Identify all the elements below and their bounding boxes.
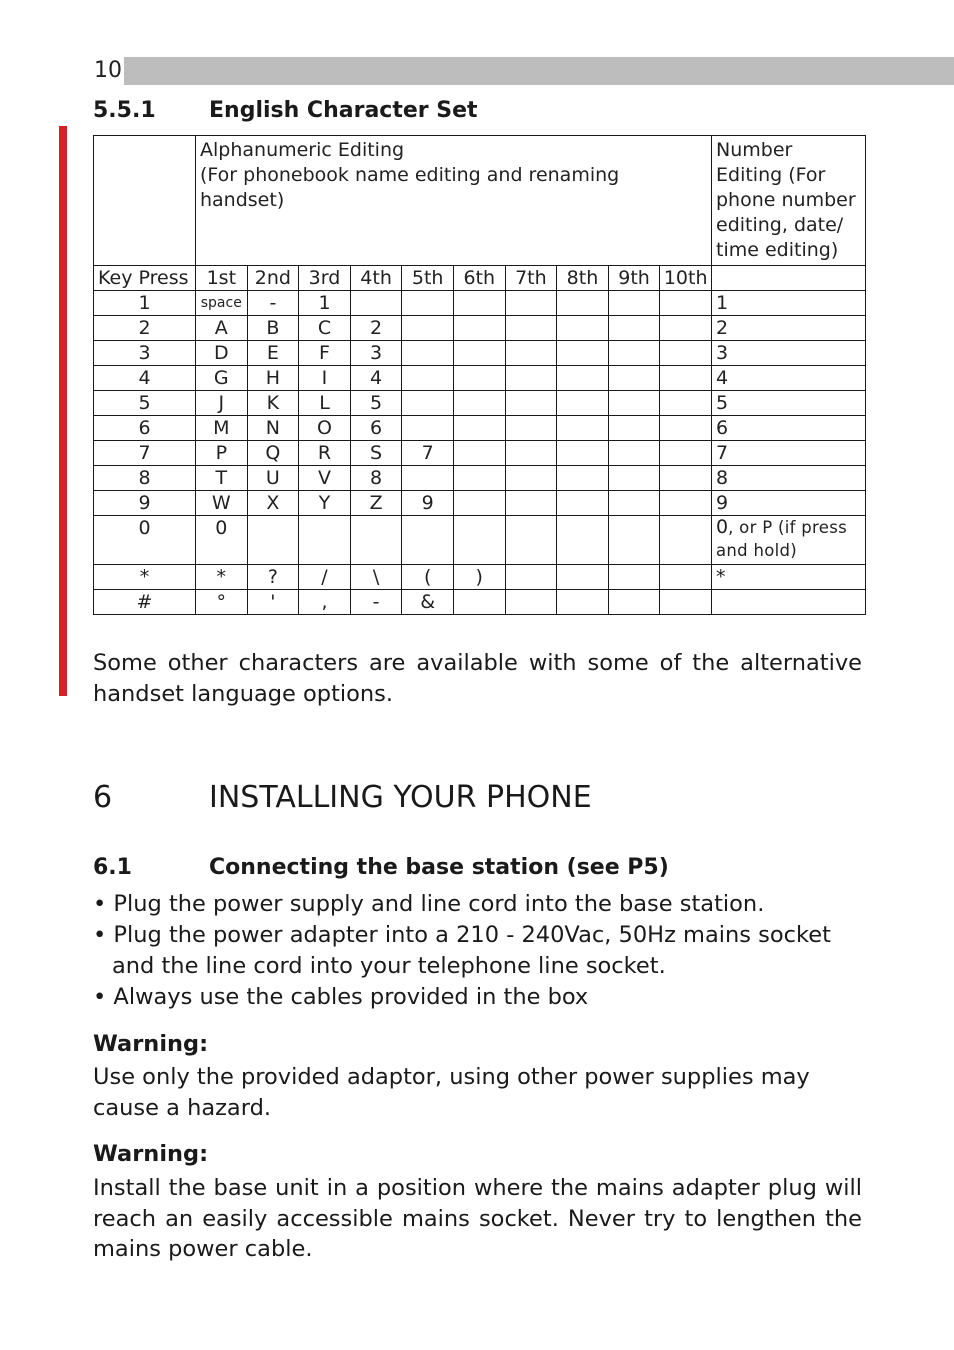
number-editing-cell: 2	[712, 316, 866, 341]
number-editing-cell: 5	[712, 391, 866, 416]
number-value: 0	[716, 516, 729, 538]
number-editing-cell: 1	[712, 291, 866, 316]
section-number: 6.1	[93, 855, 132, 880]
table-header-row	[94, 136, 866, 266]
key-cell: 3	[94, 341, 196, 366]
char-cell	[608, 516, 660, 565]
char-cell: T	[196, 466, 248, 491]
number-editing-cell	[712, 590, 866, 615]
char-cell	[453, 291, 505, 316]
char-cell	[402, 341, 454, 366]
warning-text: Use only the provided adaptor, using other power supplies may cause a hazard.	[93, 1064, 810, 1121]
char-cell: '	[247, 590, 299, 615]
chapter-title: INSTALLING YOUR PHONE	[209, 780, 592, 815]
char-cell: 5	[350, 391, 402, 416]
number-editing-cell: 3	[712, 341, 866, 366]
key-cell: 9	[94, 491, 196, 516]
number-editing-cell: 6	[712, 416, 866, 441]
char-cell: ?	[247, 565, 299, 590]
char-cell	[660, 366, 712, 391]
section-heading-6-1	[93, 855, 669, 880]
char-cell	[505, 491, 557, 516]
key-cell: *	[94, 565, 196, 590]
char-cell: 2	[350, 316, 402, 341]
char-cell	[557, 491, 609, 516]
char-cell	[402, 366, 454, 391]
char-cell	[557, 366, 609, 391]
key-cell: 1	[94, 291, 196, 316]
number-editing-cell: 9	[712, 491, 866, 516]
number-column-blank	[712, 266, 866, 291]
list-item: • Always use the cables provided in the box	[93, 984, 589, 1010]
char-cell: J	[196, 391, 248, 416]
char-cell: (	[402, 565, 454, 590]
char-cell: R	[299, 441, 351, 466]
char-cell	[608, 441, 660, 466]
table-row	[94, 565, 866, 590]
char-cell	[299, 516, 351, 565]
key-cell: 2	[94, 316, 196, 341]
char-cell	[402, 391, 454, 416]
char-cell	[660, 316, 712, 341]
char-cell: X	[247, 491, 299, 516]
char-cell	[557, 441, 609, 466]
char-cell: L	[299, 391, 351, 416]
key-cell: 7	[94, 441, 196, 466]
key-press-label: Key Press	[94, 266, 196, 291]
char-cell: I	[299, 366, 351, 391]
char-cell	[247, 516, 299, 565]
char-cell	[608, 316, 660, 341]
char-cell	[505, 391, 557, 416]
position-header-10th: 10th	[660, 266, 712, 291]
table-row	[94, 341, 866, 366]
char-cell	[557, 590, 609, 615]
char-cell: /	[299, 565, 351, 590]
table-row	[94, 291, 866, 316]
table-row	[94, 366, 866, 391]
char-cell	[453, 366, 505, 391]
char-cell	[557, 416, 609, 441]
char-cell	[350, 516, 402, 565]
number-note: , or P (if press and hold)	[716, 518, 848, 560]
position-header-2nd: 2nd	[247, 266, 299, 291]
char-cell	[608, 366, 660, 391]
char-cell	[505, 565, 557, 590]
char-cell	[660, 291, 712, 316]
char-cell: N	[247, 416, 299, 441]
chapter-heading	[93, 780, 592, 815]
char-cell	[608, 565, 660, 590]
char-cell	[608, 341, 660, 366]
section-marker-bar	[59, 126, 67, 696]
key-cell: 0	[94, 516, 196, 565]
char-cell	[660, 565, 712, 590]
char-cell	[505, 291, 557, 316]
char-cell: H	[247, 366, 299, 391]
char-cell: B	[247, 316, 299, 341]
char-cell	[505, 466, 557, 491]
warning-text: Install the base unit in a position where the mains adapter plug will reach an easily accessible mains socket. Never try to lengthen the mains power cable.	[93, 1175, 862, 1262]
char-cell: O	[299, 416, 351, 441]
char-cell	[505, 416, 557, 441]
char-cell	[660, 416, 712, 441]
char-cell	[557, 291, 609, 316]
key-cell: 4	[94, 366, 196, 391]
position-header-5th: 5th	[402, 266, 454, 291]
other-characters-note: Some other characters are available with some of the alternative handset language options.	[93, 650, 862, 707]
table-row	[94, 416, 866, 441]
char-cell	[505, 341, 557, 366]
char-cell	[505, 316, 557, 341]
position-header-8th: 8th	[557, 266, 609, 291]
char-cell: E	[247, 341, 299, 366]
number-editing-cell: 8	[712, 466, 866, 491]
key-cell: 6	[94, 416, 196, 441]
char-cell: P	[196, 441, 248, 466]
char-cell: S	[350, 441, 402, 466]
char-cell	[608, 391, 660, 416]
position-header-1st: 1st	[196, 266, 248, 291]
char-cell	[453, 341, 505, 366]
char-cell: 1	[299, 291, 351, 316]
alphanumeric-header-text: Alphanumeric Editing (For phonebook name editing and renaming handset)	[200, 139, 620, 211]
table-row	[94, 590, 866, 615]
char-cell: space	[196, 291, 248, 316]
char-cell	[453, 441, 505, 466]
char-cell	[557, 516, 609, 565]
char-cell	[608, 416, 660, 441]
char-cell	[402, 466, 454, 491]
char-cell	[608, 590, 660, 615]
warning-title: Warning:	[93, 1141, 209, 1167]
char-cell	[350, 291, 402, 316]
position-header-7th: 7th	[505, 266, 557, 291]
char-cell	[660, 466, 712, 491]
char-cell	[660, 590, 712, 615]
char-cell: F	[299, 341, 351, 366]
section-heading-5-5-1	[93, 98, 478, 123]
char-cell	[557, 341, 609, 366]
char-cell: -	[350, 590, 402, 615]
warning-title: Warning:	[93, 1031, 209, 1057]
section-number: 5.5.1	[93, 98, 156, 123]
char-cell: A	[196, 316, 248, 341]
positions-row	[94, 266, 866, 291]
empty-corner-cell	[94, 136, 196, 266]
chapter-number: 6	[93, 780, 113, 815]
character-set-table	[93, 135, 866, 615]
char-cell: °	[196, 590, 248, 615]
char-cell: )	[453, 565, 505, 590]
position-header-3rd: 3rd	[299, 266, 351, 291]
section-title: English Character Set	[209, 98, 478, 123]
page-header-bar	[93, 57, 954, 85]
char-cell: U	[247, 466, 299, 491]
char-cell	[660, 341, 712, 366]
char-cell	[453, 491, 505, 516]
char-cell: C	[299, 316, 351, 341]
char-cell: -	[247, 291, 299, 316]
char-cell: V	[299, 466, 351, 491]
char-cell: 6	[350, 416, 402, 441]
char-cell	[505, 516, 557, 565]
char-cell: G	[196, 366, 248, 391]
char-cell	[660, 491, 712, 516]
char-cell	[557, 466, 609, 491]
position-header-4th: 4th	[350, 266, 402, 291]
char-cell	[402, 516, 454, 565]
char-cell	[505, 590, 557, 615]
number-editing-cell	[712, 516, 866, 565]
number-editing-cell: 4	[712, 366, 866, 391]
char-cell: Q	[247, 441, 299, 466]
char-cell: \	[350, 565, 402, 590]
char-cell: K	[247, 391, 299, 416]
alphanumeric-editing-header	[196, 136, 712, 266]
char-cell: 0	[196, 516, 248, 565]
char-cell: *	[196, 565, 248, 590]
char-cell	[402, 416, 454, 441]
char-cell: D	[196, 341, 248, 366]
table-row	[94, 516, 866, 565]
char-cell: Y	[299, 491, 351, 516]
list-item: • Plug the power adapter into a 210 - 240Vac, 50Hz mains socket and the line cord into your telephone line socket.	[93, 922, 831, 979]
char-cell	[608, 291, 660, 316]
char-cell: 3	[350, 341, 402, 366]
key-cell: 8	[94, 466, 196, 491]
number-editing-cell: 7	[712, 441, 866, 466]
table-row	[94, 316, 866, 341]
key-cell: 5	[94, 391, 196, 416]
installation-steps-list	[93, 889, 862, 1013]
char-cell: M	[196, 416, 248, 441]
position-header-6th: 6th	[453, 266, 505, 291]
char-cell: &	[402, 590, 454, 615]
char-cell	[453, 316, 505, 341]
table-row	[94, 441, 866, 466]
position-header-9th: 9th	[608, 266, 660, 291]
number-editing-header: Number Editing (For phone number editing, date/ time editing)	[712, 136, 866, 266]
char-cell	[453, 416, 505, 441]
char-cell	[453, 516, 505, 565]
char-cell	[453, 466, 505, 491]
table-row	[94, 391, 866, 416]
section-title: Connecting the base station (see P5)	[209, 855, 669, 880]
char-cell	[453, 590, 505, 615]
char-cell	[660, 391, 712, 416]
number-editing-cell: *	[712, 565, 866, 590]
table-row	[94, 491, 866, 516]
char-cell: Z	[350, 491, 402, 516]
char-cell: 8	[350, 466, 402, 491]
char-cell: 9	[402, 491, 454, 516]
page-number: 10	[94, 58, 122, 83]
char-cell	[505, 441, 557, 466]
char-cell	[608, 466, 660, 491]
char-cell	[608, 491, 660, 516]
list-item: • Plug the power supply and line cord into the base station.	[93, 891, 765, 917]
char-cell	[660, 516, 712, 565]
char-cell: 4	[350, 366, 402, 391]
char-cell: ,	[299, 590, 351, 615]
char-cell	[505, 366, 557, 391]
key-cell: #	[94, 590, 196, 615]
char-cell	[557, 565, 609, 590]
char-cell: 7	[402, 441, 454, 466]
char-cell	[402, 291, 454, 316]
char-cell	[402, 316, 454, 341]
char-cell: W	[196, 491, 248, 516]
char-cell	[453, 391, 505, 416]
char-cell	[660, 441, 712, 466]
char-cell	[557, 391, 609, 416]
char-cell	[557, 316, 609, 341]
table-row	[94, 466, 866, 491]
